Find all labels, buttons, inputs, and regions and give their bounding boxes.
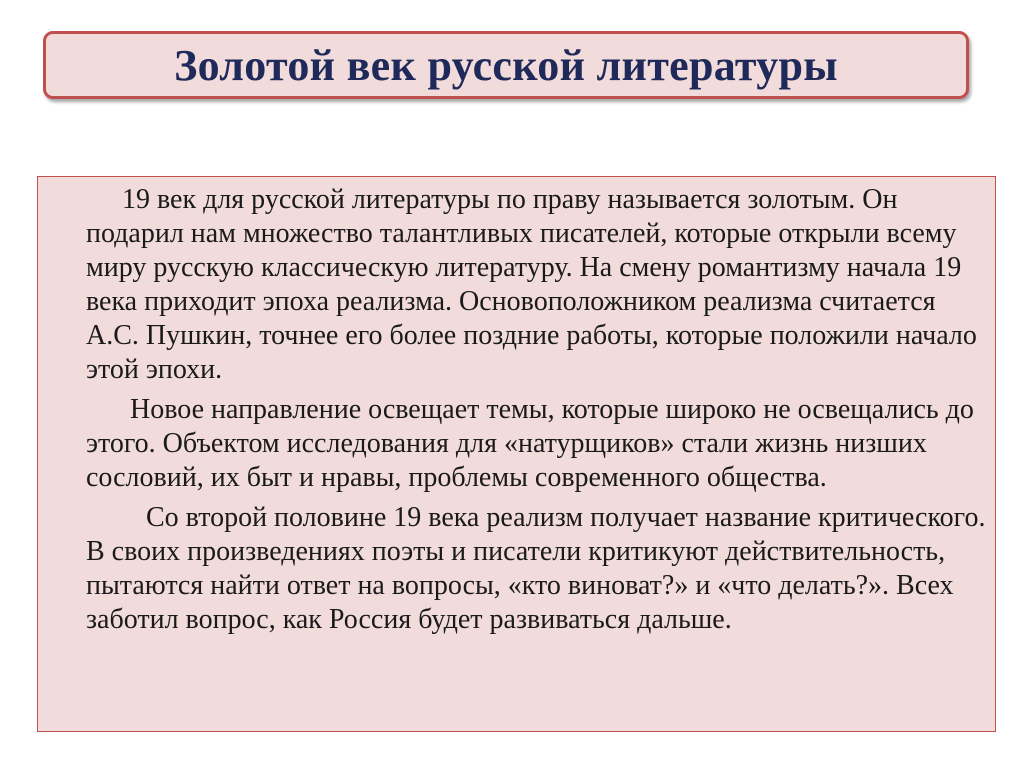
- paragraph-3-text: Со второй половине 19 века реализм получает название критического. В своих произведениях поэты и писатели критикуют действительность, пытаются найти ответ на вопросы, «кто виноват?» и «что делать?». Всех заботил вопрос, как Россия будет развиваться дальше.: [86, 502, 986, 635]
- paragraph-1: [86, 183, 986, 387]
- slide-title: Золотой век русской литературы: [174, 40, 838, 90]
- text-panel: [37, 176, 996, 732]
- paragraph-2-text: Новое направление освещает темы, которые широко не освещались до этого. Объектом исследования для «натурщиков» стали жизнь низших сословий, их быт и нравы, проблемы современного общества.: [86, 394, 974, 493]
- paragraph-2: [86, 393, 986, 495]
- paragraph-3: [86, 501, 986, 637]
- title-banner: [43, 31, 969, 99]
- paragraph-1-text: 19 век для русской литературы по праву называется золотым. Он подарил нам множество талантливых писателей, которые открыли всему миру русскую классическую литературу. На смену романтизму начала 19 века приходит эпоха реализма. Основоположником реализма считается А.С. Пушкин, точнее его более поздние работы, которые положили начало этой эпохи.: [86, 184, 977, 385]
